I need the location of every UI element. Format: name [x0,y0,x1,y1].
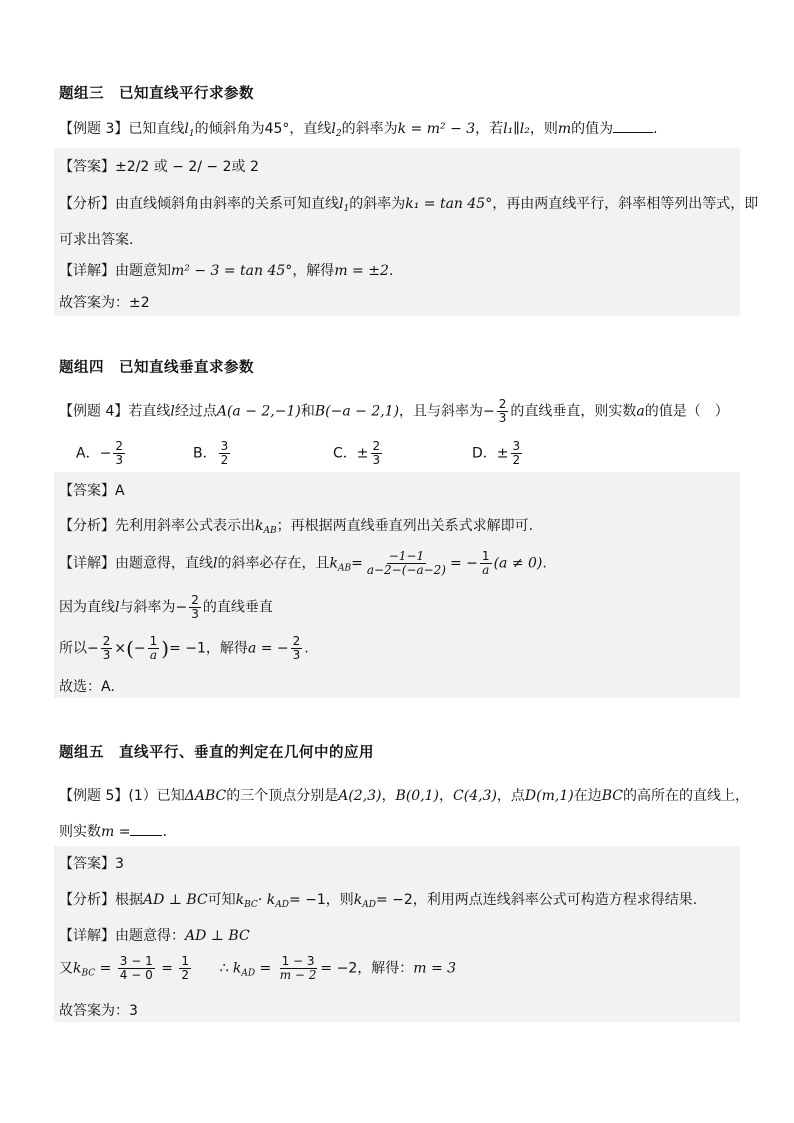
analysis-5: 【分析】根据AD ⊥ BC可知$k_{BC}\cdot k_{AD}= -1$，则$k_{AD}= -2$，利用两点连线斜率公式可构造方程求得结果. [59,892,698,910]
final-5: 故答案为：3 [59,1003,138,1019]
answer-blank [613,120,653,133]
answer-4: 【答案】A [59,483,125,499]
solution-box-4 [54,472,740,698]
detail-3: 【详解】由题意知m² − 3 = tan 45°，解得m = ±2. [59,263,394,279]
final-4: 故选：A. [59,679,115,695]
section-title-5: 题组五 直线平行、垂直的判定在几何中的应用 [59,745,374,761]
final-3: 故答案为：±2 [59,295,150,311]
answer-3: 【答案】±2/2 或 − 2/ − 2或 2 [59,159,259,175]
example-5-question-line2: 则实数m = . [59,824,167,840]
option-c[interactable]: C．± $\frac{2}{3}$ [333,439,381,467]
example-3-question: 【例题 3】已知直线$l_1$的倾斜角为45°，直线$l_2$的斜率为k = m² − 3，若l₁∥l₂，则m的值为 . [59,121,658,139]
example-4-question: 【例题 4】若直线l经过点A(a − 2,−1)和B(−a − 2,1)，且与斜率为− $\frac{2}{3}$ 的直线垂直，则实数a的值是（ ） [59,397,729,425]
fraction: $\frac{1}{a}$ [481,549,490,577]
analysis-3-line2: 可求出答案. [59,232,134,248]
detail-4: 【详解】由题意得，直线l的斜率必存在，且$k_{AB}=$ $\frac{-1-1}{a-2-(-a-2)}$ = − $\frac{1}{a}$ (a ≠ 0). [59,549,547,577]
again-5: 又$k_{BC}$ = $\frac{3 - 1}{4 - 0}$ = $\frac{1}{2}$ ∴ $k_{AD}$ = $\frac{1 - 3}{m - 2}$ = −2，解得：m = 3 [59,954,457,982]
analysis-4: 【分析】先利用斜率公式表示出$k_{AB}$；再根据两直线垂直列出关系式求解即可. [59,518,534,536]
so-4: 所以− $\frac{2}{3}$ ×(− $\frac{1}{a}$ )= −1，解得a = − $\frac{2}{3}$ . [59,634,309,662]
option-a[interactable]: A．− $\frac{2}{3}$ [76,439,123,467]
section-title-4: 题组四 已知直线垂直求参数 [59,360,254,376]
option-d[interactable]: D．± $\frac{3}{2}$ [472,439,521,467]
fraction: $\frac{2}{3}$ [498,397,507,425]
section-title-3: 题组三 已知直线平行求参数 [59,86,254,102]
because-4: 因为直线l与斜率为− $\frac{2}{3}$ 的直线垂直 [59,593,273,621]
fraction: $\frac{-1-1}{a-2-(-a-2)}$ [366,549,446,577]
detail-5: 【详解】由题意得：AD ⊥ BC [59,928,250,944]
option-b[interactable]: B． $\frac{3}{2}$ [193,439,229,467]
answer-blank [130,823,162,836]
answer-5: 【答案】3 [59,856,124,872]
analysis-3-line1: 【分析】由直线倾斜角由斜率的关系可知直线$l_1$的斜率为k₁ = tan 45°，再由两直线平行，斜率相等列出等式，即 [59,196,759,214]
example-5-question: 【例题 5】(1）已知ΔABC的三个顶点分别是A(2,3)，B(0,1)，C(4,3)，点D(m,1)在边BC的高所在的直线上， [59,788,749,804]
